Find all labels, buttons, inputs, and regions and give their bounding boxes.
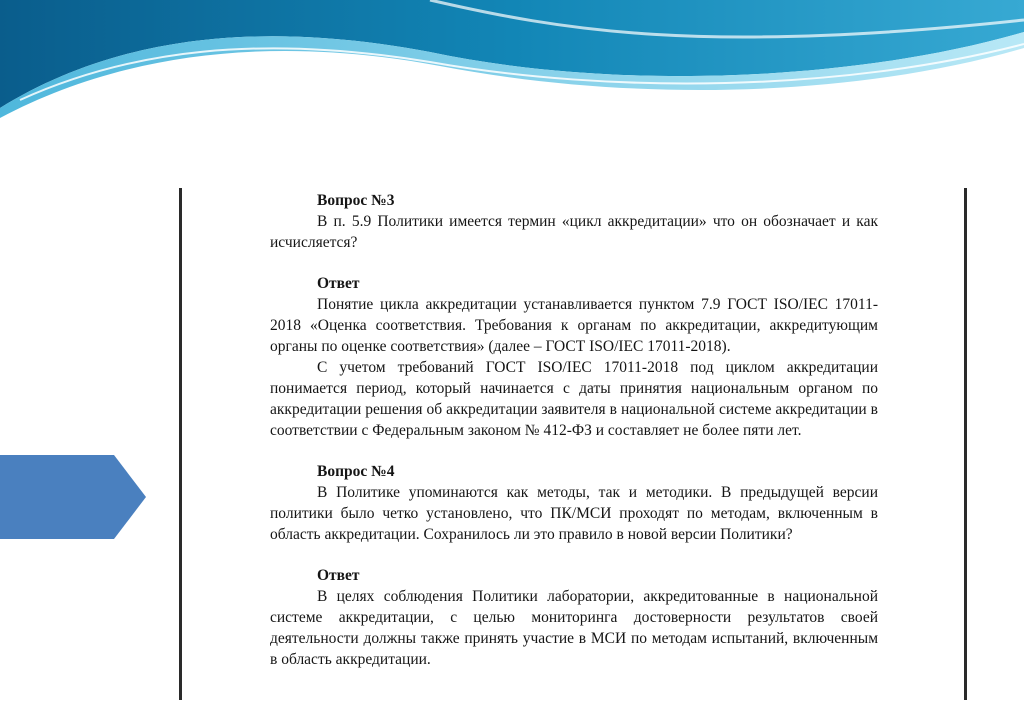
answer-3-paragraph-1: Понятие цикла аккредитации устанавливается пунктом 7.9 ГОСТ ISO/IEC 17011-2018 «Оценка соответствия. Требования к органам по аккредитации, аккредитующим органы по оценке соответствия» (далее – ГОСТ ISO/IEC 17011-2018). xyxy=(270,296,878,355)
question-4-block xyxy=(270,461,878,545)
question-4-text: В Политике упоминаются как методы, так и методики. В предыдущей версии политики было четко установлено, что ПК/МСИ проходят по методам, включенным в область аккредитации. Сохранилось ли это правило в новой версии Политики? xyxy=(270,484,878,543)
answer-4-block xyxy=(270,565,878,670)
question-3-text: В п. 5.9 Политики имеется термин «цикл аккредитации» что он обозначает и как исчисляется? xyxy=(270,213,878,251)
question-3-block xyxy=(270,190,878,253)
document-right-border xyxy=(964,188,967,700)
header-wave-decoration xyxy=(0,0,1024,140)
answer-3-block xyxy=(270,273,878,441)
question-4-heading: Вопрос №4 xyxy=(317,463,395,480)
answer-4-text: В целях соблюдения Политики лаборатории, аккредитованные в национальной системе аккредитации, с целью мониторинга достоверности результатов своей деятельности должны также принять участие в МСИ по методам испытаний, включенным в область аккредитации. xyxy=(270,588,878,668)
document-content xyxy=(270,190,878,690)
document-left-border xyxy=(179,188,182,700)
answer-3-heading: Ответ xyxy=(317,275,360,292)
answer-3-paragraph-2: С учетом требований ГОСТ ISO/IEC 17011-2018 под циклом аккредитации понимается период, который начинается с даты принятия национальным органом по аккредитации решения об аккредитации заявителя в национальной системе аккредитации в соответствии с Федеральным законом № 412-ФЗ и составляет не более пяти лет. xyxy=(270,359,878,439)
answer-4-heading: Ответ xyxy=(317,567,360,584)
arrow-icon xyxy=(0,455,148,539)
question-3-heading: Вопрос №3 xyxy=(317,192,395,209)
